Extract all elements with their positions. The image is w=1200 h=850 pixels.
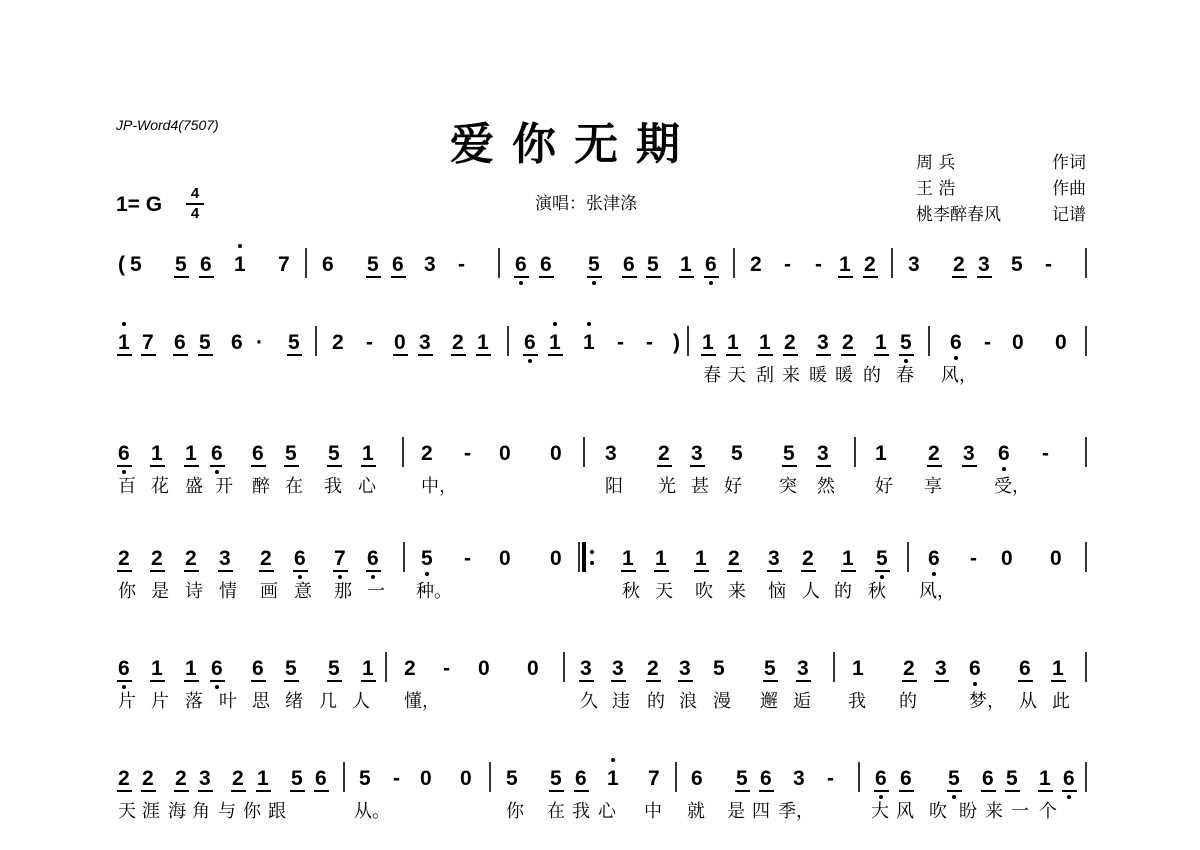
note: 0	[1001, 547, 1013, 570]
lyric-char: 好	[724, 476, 742, 497]
song-title: 爱你无期	[450, 119, 698, 170]
note: 3	[797, 657, 809, 680]
note: 3	[219, 547, 231, 570]
note: 1	[151, 442, 163, 465]
lyric-char: 人	[352, 691, 370, 712]
lyric-char: 邂	[760, 691, 778, 712]
lyrics-row-4	[118, 579, 1090, 607]
score-row-6	[118, 762, 1090, 842]
note: 5	[1011, 253, 1023, 276]
note: 2	[118, 547, 130, 570]
note: 6	[969, 657, 981, 680]
note: 2	[864, 253, 876, 276]
note: 6	[691, 767, 703, 790]
note: 2	[404, 657, 416, 680]
lyric-char: 从	[1019, 691, 1037, 712]
note: 5	[285, 657, 297, 680]
note: 1	[839, 253, 851, 276]
note: 0	[550, 547, 562, 570]
lyric-char: 违	[612, 691, 630, 712]
lyric-char: 海	[168, 801, 186, 822]
note: 5	[291, 767, 303, 790]
lyric-char: 吹	[695, 581, 713, 602]
lyric-char: 然	[817, 476, 835, 497]
note: 6	[231, 331, 243, 354]
note: 2	[784, 331, 796, 354]
note: )	[673, 331, 680, 354]
lyric-char: 心	[598, 801, 616, 822]
note: 1	[362, 657, 374, 680]
lyric-char: 醉	[252, 476, 270, 497]
note: 2	[232, 767, 244, 790]
note: 6	[1063, 767, 1075, 790]
note: 0	[478, 657, 490, 680]
note: 2	[842, 331, 854, 354]
note: 6	[705, 253, 717, 276]
note: 3	[605, 442, 617, 465]
low-octave-dot	[954, 356, 958, 360]
note: -	[443, 657, 450, 680]
note: 2	[175, 767, 187, 790]
note: 0	[420, 767, 432, 790]
note: 1	[695, 547, 707, 570]
note: 3	[978, 253, 990, 276]
score-row-1	[118, 248, 1090, 328]
time-signature-bottom: 4	[190, 205, 200, 222]
lyric-char: 片	[118, 691, 136, 712]
note: 5	[900, 331, 912, 354]
note: 5	[506, 767, 518, 790]
lyric-char: 久	[580, 691, 598, 712]
lyric-char: 叶	[219, 691, 237, 712]
note: 6	[900, 767, 912, 790]
note: 5	[175, 253, 187, 276]
lyric-char: 受，	[994, 476, 1030, 497]
note: 5	[359, 767, 371, 790]
note: 3	[817, 442, 829, 465]
note: -	[1042, 442, 1049, 465]
note: 2	[332, 331, 344, 354]
lyric-char: 刮	[756, 365, 774, 386]
lyric-char: 懂，	[404, 691, 440, 712]
note: -	[827, 767, 834, 790]
lyric-char: 跟	[268, 801, 286, 822]
lyric-char: 恼	[768, 581, 786, 602]
lyric-char: 漫	[713, 691, 731, 712]
note: 5	[130, 253, 142, 276]
note: 5	[421, 547, 433, 570]
note: 5	[367, 253, 379, 276]
lyric-char: 几	[319, 691, 337, 712]
note: 1	[875, 331, 887, 354]
note: 3	[424, 253, 436, 276]
lyric-char: 的	[863, 365, 881, 386]
note: 6	[928, 547, 940, 570]
note: 6	[524, 331, 536, 354]
note: 6	[515, 253, 527, 276]
lyric-char: 四	[752, 801, 770, 822]
lyric-char: 一	[1011, 801, 1029, 822]
note: 1	[185, 442, 197, 465]
lyric-char: 来	[782, 365, 800, 386]
note: 6	[211, 442, 223, 465]
note: 5	[783, 442, 795, 465]
note: 5	[764, 657, 776, 680]
lyric-char: 你	[506, 801, 524, 822]
lyric-char: 春	[896, 365, 914, 386]
low-octave-dot	[1002, 467, 1006, 471]
lyric-char: 的	[899, 691, 917, 712]
note: 0	[527, 657, 539, 680]
note: 0	[550, 442, 562, 465]
lyric-char: 天	[118, 801, 136, 822]
note: 1	[607, 767, 619, 790]
low-octave-dot	[425, 572, 429, 576]
note: 1	[1052, 657, 1064, 680]
note: 7	[334, 547, 346, 570]
note: 2	[118, 767, 130, 790]
note: 1	[151, 657, 163, 680]
note: 6	[1019, 657, 1031, 680]
lyric-char: 好	[875, 476, 893, 497]
lyric-char: 我	[848, 691, 866, 712]
lyric-char: 那	[334, 581, 352, 602]
note: 5	[948, 767, 960, 790]
lyric-char: 诗	[185, 581, 203, 602]
note: 5	[1006, 767, 1018, 790]
note: 1	[842, 547, 854, 570]
repeat-dot	[590, 550, 594, 554]
high-octave-dot	[238, 244, 242, 248]
note: 0	[1050, 547, 1062, 570]
high-octave-dot	[587, 322, 591, 326]
note: 5	[736, 767, 748, 790]
note: 5	[588, 253, 600, 276]
lyric-char: 天	[655, 581, 673, 602]
lyric-char: 种。	[416, 581, 452, 602]
lyric-char: 浪	[679, 691, 697, 712]
time-signature-top: 4	[190, 185, 200, 202]
lyric-char: 我	[572, 801, 590, 822]
note: 2	[452, 331, 464, 354]
lyric-char: 是	[151, 581, 169, 602]
lyric-char: 秋	[868, 581, 886, 602]
note: -	[464, 442, 471, 465]
score-row-3	[118, 437, 1090, 517]
note: 3	[768, 547, 780, 570]
lyric-char: 盼	[959, 801, 977, 822]
note: -	[1045, 253, 1052, 276]
lyrics-row-6	[118, 799, 1090, 827]
note: 6	[252, 442, 264, 465]
note: 1	[118, 331, 130, 354]
lyric-char: 你	[118, 581, 136, 602]
lyric-char: 一	[367, 581, 385, 602]
note: 1	[759, 331, 771, 354]
lyric-char: 是	[727, 801, 745, 822]
lyric-char: 风，	[919, 581, 955, 602]
note: 3	[908, 253, 920, 276]
lyric-char: 风	[896, 801, 914, 822]
software-label: JP-Word4(7507)	[116, 117, 219, 133]
note: 3	[199, 767, 211, 790]
note: 1	[702, 331, 714, 354]
note: 3	[679, 657, 691, 680]
note: 6	[252, 657, 264, 680]
note: 0	[1055, 331, 1067, 354]
lyrics-row-2	[118, 363, 1090, 391]
credit-composer-role: 作曲	[1052, 179, 1086, 199]
high-octave-dot	[611, 758, 615, 762]
low-octave-dot	[932, 572, 936, 576]
barline	[579, 542, 594, 572]
note: 1	[477, 331, 489, 354]
lyric-char: 吹	[929, 801, 947, 822]
note: 5	[876, 547, 888, 570]
note: 1	[727, 331, 739, 354]
note: -	[464, 547, 471, 570]
lyric-char: 春	[703, 365, 721, 386]
note: 6	[392, 253, 404, 276]
lyric-char: 情	[219, 581, 237, 602]
note: 0	[394, 331, 406, 354]
note: 3	[935, 657, 947, 680]
note: 5	[328, 657, 340, 680]
note: 0	[499, 547, 511, 570]
note: 2	[750, 253, 762, 276]
note: 6	[950, 331, 962, 354]
note: 2	[903, 657, 915, 680]
low-octave-dot	[973, 682, 977, 686]
credit-composer-name: 王 浩	[916, 179, 956, 199]
note: 2	[953, 253, 965, 276]
lyric-char: 的	[834, 581, 852, 602]
lyric-char: 角	[192, 801, 210, 822]
note: 1	[583, 331, 595, 354]
note: 1	[680, 253, 692, 276]
lyric-char: 在	[285, 476, 303, 497]
note: 1	[185, 657, 197, 680]
credit-transcriber	[916, 202, 1086, 228]
lyric-char: 与	[218, 801, 236, 822]
note: 0	[499, 442, 511, 465]
lyric-char: 中	[644, 801, 662, 822]
lyric-char: 绪	[285, 691, 303, 712]
note: 3	[419, 331, 431, 354]
note: 3	[963, 442, 975, 465]
note: 6	[982, 767, 994, 790]
credit-transcriber-name: 桃李醉春风	[916, 205, 1001, 225]
lyric-char: 心	[358, 476, 376, 497]
note: 1	[655, 547, 667, 570]
lyric-char: 大	[871, 801, 889, 822]
note: 2	[647, 657, 659, 680]
lyric-char: 片	[151, 691, 169, 712]
note: 6	[875, 767, 887, 790]
credit-lyricist-name: 周 兵	[916, 153, 956, 173]
note: 2	[151, 547, 163, 570]
lyric-char: 画	[260, 581, 278, 602]
lyric-char: 中，	[421, 476, 457, 497]
note: 6	[760, 767, 772, 790]
lyric-char: 从。	[354, 801, 390, 822]
key-signature: 1= G	[116, 193, 163, 216]
note: 5	[713, 657, 725, 680]
lyric-char: 此	[1052, 691, 1070, 712]
note: -	[366, 331, 373, 354]
note: 2	[658, 442, 670, 465]
note: 6	[118, 657, 130, 680]
score-row-2	[118, 326, 1090, 406]
credit-composer	[916, 176, 1086, 202]
note: 1	[852, 657, 864, 680]
note: 2	[185, 547, 197, 570]
note: 6	[315, 767, 327, 790]
lyric-char: 开	[215, 476, 233, 497]
note: 1	[234, 253, 246, 276]
note: 3	[817, 331, 829, 354]
note: 0	[460, 767, 472, 790]
repeat-dot	[590, 561, 594, 565]
note: 6	[322, 253, 334, 276]
lyric-char: 思	[252, 691, 270, 712]
note: -	[617, 331, 624, 354]
lyric-char: 个	[1039, 801, 1057, 822]
lyric-char: 涯	[142, 801, 160, 822]
note: 6	[623, 253, 635, 276]
note: 6	[540, 253, 552, 276]
lyric-char: 秋	[622, 581, 640, 602]
note: 6	[200, 253, 212, 276]
note: -	[458, 253, 465, 276]
note: 0	[1012, 331, 1024, 354]
lyric-char: 在	[547, 801, 565, 822]
lyric-char: 逅	[793, 691, 811, 712]
lyric-char: 暖	[835, 365, 853, 386]
note: 2	[728, 547, 740, 570]
lyric-char: 阳	[605, 476, 623, 497]
note: 1	[1039, 767, 1051, 790]
lyric-char: 的	[647, 691, 665, 712]
note: 3	[793, 767, 805, 790]
note: 7	[648, 767, 660, 790]
note: 7	[142, 331, 154, 354]
note: 5	[285, 442, 297, 465]
note: 6	[294, 547, 306, 570]
lyrics-row-3	[118, 474, 1090, 502]
note: -	[815, 253, 822, 276]
credit-lyricist	[916, 150, 1086, 176]
note: 5	[199, 331, 211, 354]
note: 1	[362, 442, 374, 465]
lyric-char: 就	[687, 801, 705, 822]
note: 3	[580, 657, 592, 680]
note: 2	[802, 547, 814, 570]
note: 5	[647, 253, 659, 276]
lyric-char: 盛	[185, 476, 203, 497]
singer-label: 演唱：张津涤	[535, 194, 637, 214]
credit-lyricist-role: 作词	[1052, 153, 1086, 173]
credits	[916, 150, 1086, 228]
lyric-char: 你	[243, 801, 261, 822]
score-row-5	[118, 652, 1090, 732]
note: 6	[118, 442, 130, 465]
lyric-char: 风，	[941, 365, 977, 386]
lyric-char: 享	[924, 476, 942, 497]
note: 6	[998, 442, 1010, 465]
note: -	[784, 253, 791, 276]
note: 2	[421, 442, 433, 465]
note: -	[393, 767, 400, 790]
time-signature	[186, 186, 204, 222]
lyrics-row-5	[118, 689, 1090, 717]
note: -	[646, 331, 653, 354]
note: 2	[260, 547, 272, 570]
note: -	[970, 547, 977, 570]
lyric-char: 花	[151, 476, 169, 497]
lyric-char: 暖	[809, 365, 827, 386]
lyric-char: 梦，	[969, 691, 1005, 712]
lyric-char: 人	[802, 581, 820, 602]
note: 3	[612, 657, 624, 680]
note: 6	[575, 767, 587, 790]
lyric-char: 百	[118, 476, 136, 497]
note: 6	[367, 547, 379, 570]
lyric-char: 光	[658, 476, 676, 497]
note: (	[118, 253, 125, 276]
lyric-char: 甚	[691, 476, 709, 497]
note: 3	[691, 442, 703, 465]
note: -	[984, 331, 991, 354]
lyric-char: 来	[728, 581, 746, 602]
score-row-4	[118, 542, 1090, 622]
high-octave-dot	[122, 322, 126, 326]
lyric-char: 我	[324, 476, 342, 497]
note: 1	[257, 767, 269, 790]
note: 2	[142, 767, 154, 790]
note: 1	[875, 442, 887, 465]
note: 6	[211, 657, 223, 680]
note: 5	[731, 442, 743, 465]
note: 5	[550, 767, 562, 790]
lyric-char: 意	[294, 581, 312, 602]
note: 7	[278, 253, 290, 276]
lyric-char: 天	[728, 365, 746, 386]
high-octave-dot	[553, 322, 557, 326]
lyric-char: 季，	[778, 801, 814, 822]
note: 1	[622, 547, 634, 570]
note: 5	[288, 331, 300, 354]
lyric-char: 来	[985, 801, 1003, 822]
note: 1	[549, 331, 561, 354]
lyric-char: 落	[185, 691, 203, 712]
lyrics-row-1	[118, 285, 1090, 313]
note: ·	[256, 331, 263, 354]
note: 6	[174, 331, 186, 354]
note: 5	[328, 442, 340, 465]
lyric-char: 突	[779, 476, 797, 497]
credit-transcriber-role: 记谱	[1052, 205, 1086, 225]
note: 2	[928, 442, 940, 465]
